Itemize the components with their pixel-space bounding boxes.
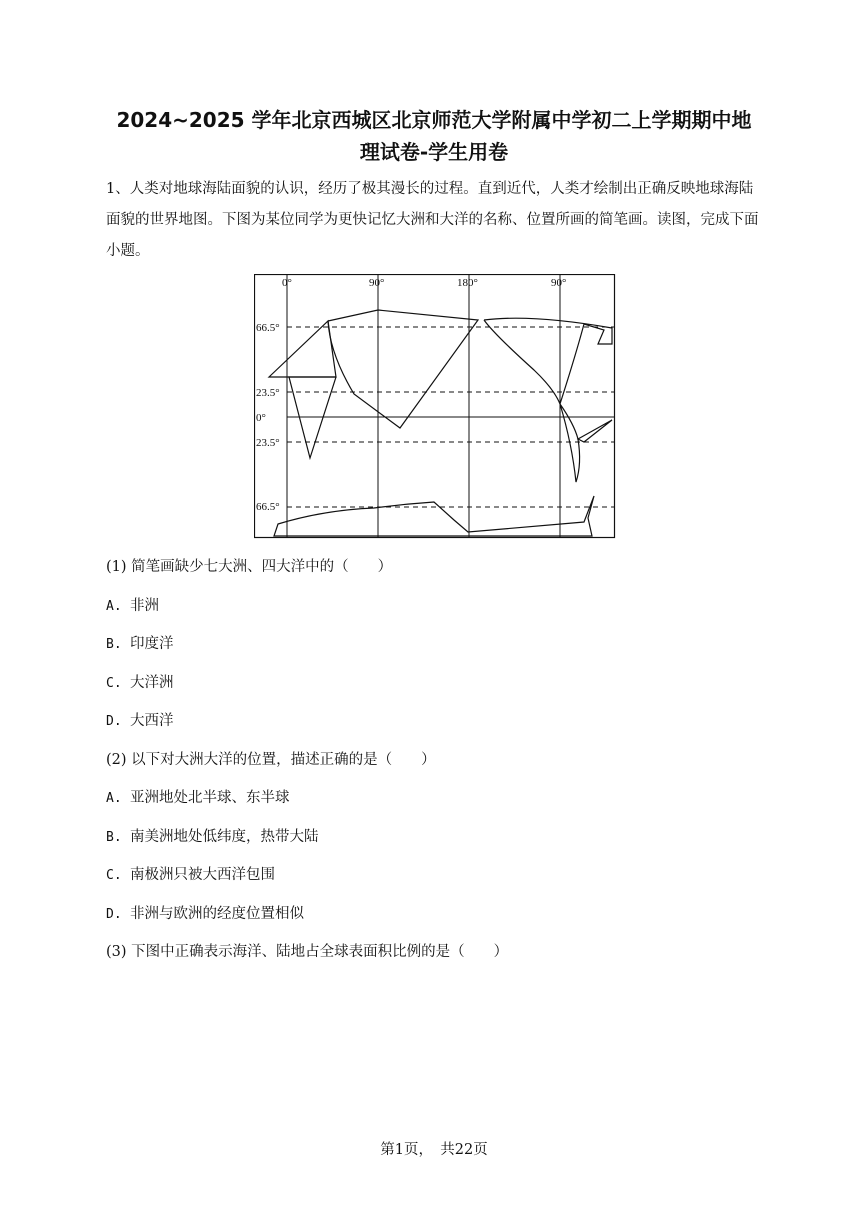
option-letter: D. xyxy=(106,907,122,922)
option-letter: B. xyxy=(106,830,122,845)
question-3-stem: (3) 下图中正确表示海洋、陆地占全球表面积比例的是（ ） xyxy=(106,944,509,960)
lat-label-capricorn: 23.5° xyxy=(256,437,280,449)
south-america-tip-outline xyxy=(578,420,612,442)
lat-label-cancer: 23.5° xyxy=(256,387,280,399)
title-line-1: 2024~2025 学年北京西城区北京师范大学附属中学初二上学期期中地 xyxy=(116,108,752,132)
document-title xyxy=(60,104,808,168)
lat-label-antarctic: 66.5° xyxy=(256,501,280,513)
option-letter: D. xyxy=(106,714,122,729)
option-letter: A. xyxy=(106,599,122,614)
question-intro: 1、人类对地球海陆面貌的认识，经历了极其漫长的过程。直到近代，人类才绘制出正确反映地球海陆面貌的世界地图。下图为某位同学为更快记忆大洲和大洋的名称、位置所画的简笔画。读图，完成下面小题。 xyxy=(106,181,759,259)
q1-option-c xyxy=(106,673,174,694)
option-text: 亚洲地处北半球、东半球 xyxy=(130,790,290,806)
option-letter: A. xyxy=(106,791,122,806)
q2-option-b xyxy=(106,827,319,848)
option-text: 非洲与欧洲的经度位置相似 xyxy=(130,906,304,922)
option-text: 南极洲只被大西洋包围 xyxy=(130,867,275,883)
q2-option-c xyxy=(106,865,275,886)
north-america-outline xyxy=(484,318,612,404)
option-letter: B. xyxy=(106,637,122,652)
q2-option-a xyxy=(106,788,290,809)
world-sketch-map xyxy=(254,274,616,539)
option-letter: C. xyxy=(106,868,122,883)
q1-option-d xyxy=(106,711,174,732)
option-text: 南美洲地处低纬度，热带大陆 xyxy=(130,829,319,845)
lat-label-arctic: 66.5° xyxy=(256,322,280,334)
lat-label-equator: 0° xyxy=(256,412,266,424)
option-text: 大洋洲 xyxy=(130,675,174,691)
lon-label-0: 0° xyxy=(282,277,292,289)
antarctica-outline xyxy=(274,496,594,536)
lon-label-90w: 90° xyxy=(551,277,567,289)
page-footer: 第1页， 共22页 xyxy=(380,1142,488,1158)
lon-label-90e: 90° xyxy=(369,277,385,289)
asia-outline xyxy=(328,310,478,428)
title-line-2: 理试卷-学生用卷 xyxy=(359,140,509,164)
question-1-stem: (1) 简笔画缺少七大洲、四大洋中的（ ） xyxy=(106,559,393,575)
south-america-outline xyxy=(560,404,580,482)
option-text: 印度洋 xyxy=(130,636,174,652)
q1-option-b xyxy=(106,634,174,655)
option-letter: C. xyxy=(106,676,122,691)
q1-option-a xyxy=(106,596,159,617)
q2-option-d xyxy=(106,904,304,925)
option-text: 大西洋 xyxy=(130,713,174,729)
lon-label-180: 180° xyxy=(457,277,478,289)
option-text: 非洲 xyxy=(130,598,159,614)
question-2-stem: (2) 以下对大洲大洋的位置，描述正确的是（ ） xyxy=(106,752,436,768)
